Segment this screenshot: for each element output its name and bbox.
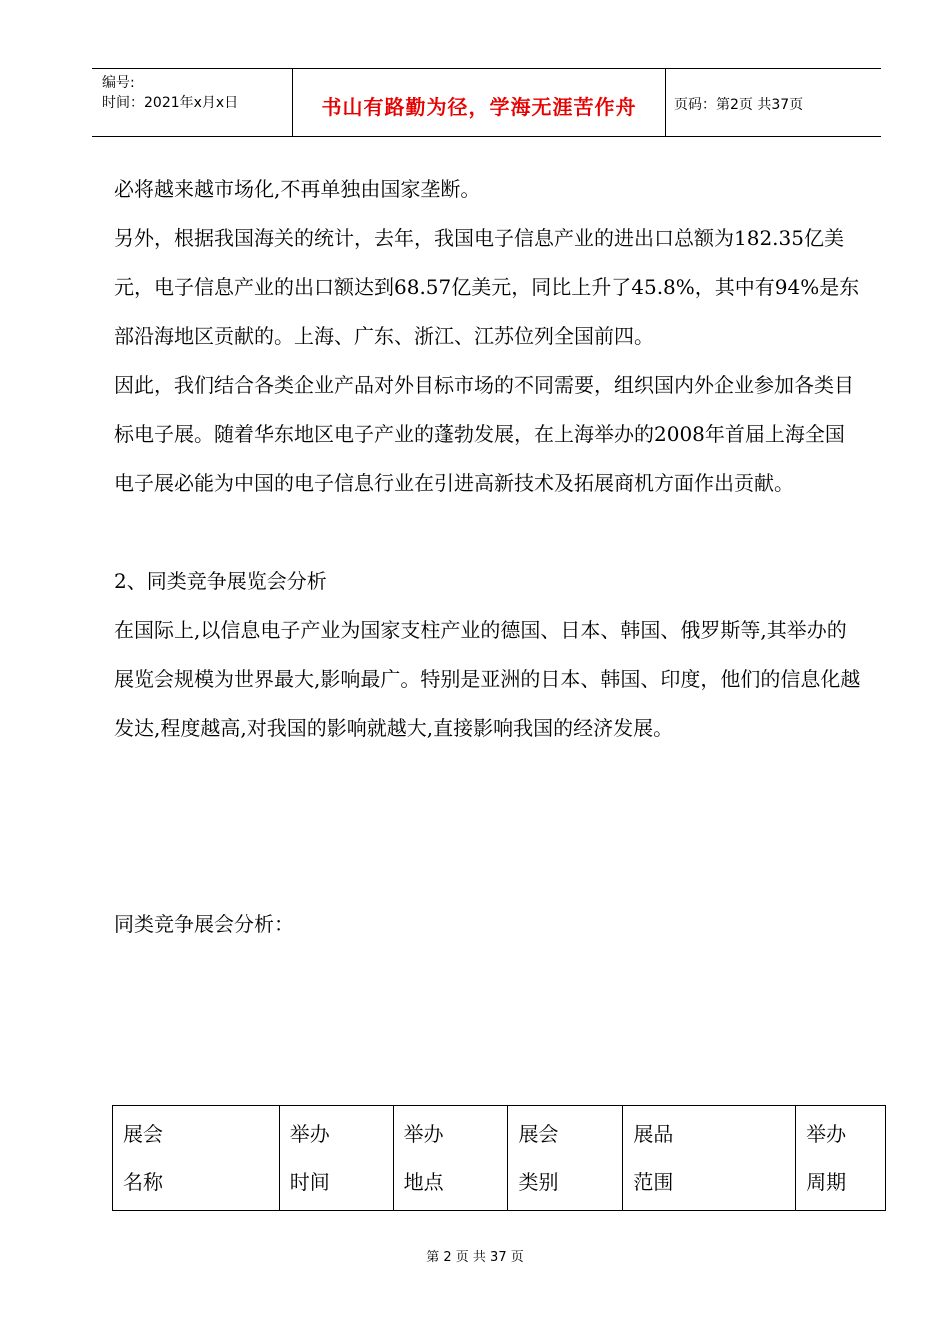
header-line: 展会 bbox=[518, 1122, 559, 1146]
table-header-cell bbox=[113, 1106, 280, 1211]
header-line: 展品 bbox=[633, 1122, 674, 1146]
competition-table bbox=[112, 1105, 886, 1211]
number-label: 编号: bbox=[102, 75, 135, 91]
header-line: 时间 bbox=[289, 1170, 330, 1194]
page-footer: 第 2 页 共 37 页 bbox=[426, 1250, 524, 1265]
header-line: 举办 bbox=[806, 1122, 847, 1146]
table-header-row bbox=[113, 1106, 886, 1211]
section-paragraph: 在国际上,以信息电子产业为国家支柱产业的德国、日本、韩国、俄罗斯等,其举办的展览会规模为世界最大,影响最广。特别是亚洲的日本、韩国、印度，他们的信息化越发达,程度越高,对我国的影响就越大,直接影响我国的经济发展。 bbox=[114, 618, 861, 740]
header-line: 范围 bbox=[633, 1170, 674, 1194]
spacer bbox=[114, 753, 864, 900]
table-header-cell bbox=[623, 1106, 796, 1211]
header-motto-cell bbox=[292, 69, 666, 136]
time-label: 时间：2021年x月x日 bbox=[102, 95, 239, 111]
table-header-cell bbox=[393, 1106, 508, 1211]
header-line: 展会 bbox=[123, 1122, 163, 1146]
spacer bbox=[114, 508, 864, 557]
page-info: 页码：第2页 共37页 bbox=[674, 97, 804, 113]
table-header-cell bbox=[508, 1106, 623, 1211]
header-line: 地点 bbox=[403, 1170, 444, 1194]
table-header-cell bbox=[796, 1106, 886, 1211]
header-line: 类别 bbox=[518, 1170, 559, 1194]
header-meta bbox=[92, 69, 292, 136]
header-line: 举办 bbox=[403, 1122, 444, 1146]
table-header-cell bbox=[279, 1106, 393, 1211]
motto: 书山有路勤为径，学海无涯苦作舟 bbox=[321, 95, 637, 119]
header-line: 周期 bbox=[806, 1170, 847, 1194]
header-line: 举办 bbox=[289, 1122, 330, 1146]
paragraph-2: 另外，根据我国海关的统计，去年，我国电子信息产业的进出口总额为182.35亿美元，电子信息产业的出口额达到68.57亿美元，同比上升了45.8%，其中有94%是东部沿海地区贡献的。上海、广东、浙江、江苏位列全国前四。 bbox=[114, 226, 860, 348]
page-header bbox=[92, 68, 881, 137]
table-caption: 同类竞争展会分析： bbox=[114, 912, 294, 936]
paragraph-3: 因此，我们结合各类企业产品对外目标市场的不同需要，组织国内外企业参加各类目标电子展。随着华东地区电子产业的蓬勃发展，在上海举办的2008年首届上海全国电子展必能为中国的电子信息行业在引进高新技术及拓展商机方面作出贡献。 bbox=[114, 373, 854, 495]
section-heading: 2、同类竞争展览会分析 bbox=[114, 569, 327, 593]
document-body bbox=[114, 165, 864, 949]
header-line: 名称 bbox=[123, 1170, 163, 1194]
paragraph-1: 必将越来越市场化,不再单独由国家垄断。 bbox=[114, 177, 481, 201]
header-page-cell bbox=[664, 69, 881, 136]
